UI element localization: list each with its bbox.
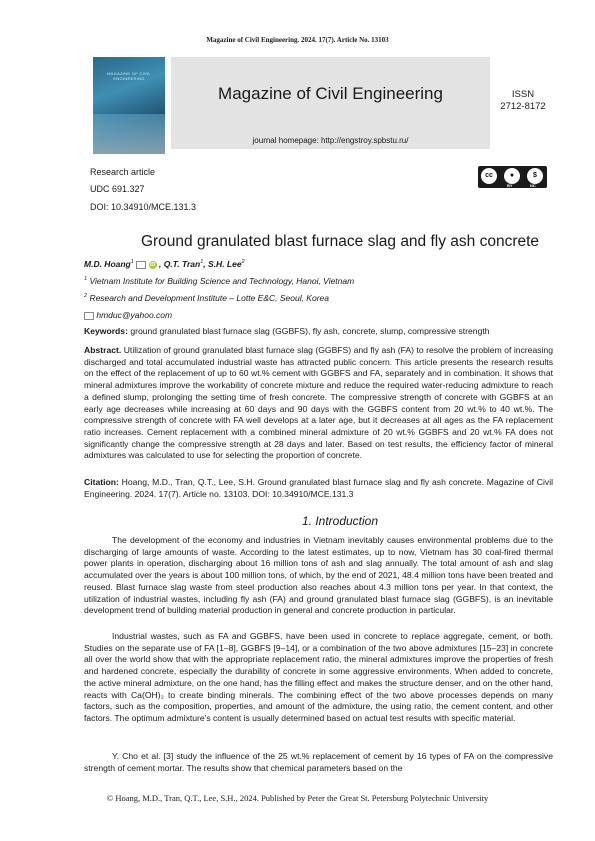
citation [84, 477, 553, 500]
doi[interactable]: DOI: 10.34910/MCE.131.3 [90, 202, 197, 212]
issn-block [493, 89, 553, 113]
author-3-affil: 2 [241, 259, 245, 266]
journal-homepage[interactable]: journal homepage: http://engstroy.spbstu.ru/ [252, 136, 409, 145]
author-separator: , [203, 259, 206, 269]
author-1-affil: 1 [130, 259, 134, 266]
keywords [84, 326, 553, 338]
affiliation-2-sup: 2 [84, 293, 88, 300]
by-person-icon: ● [504, 168, 520, 184]
author-1[interactable]: M.D. Hoang [84, 259, 131, 269]
corresponding-email[interactable]: hmduc@yahoo.com [96, 310, 173, 320]
article-type: Research article [90, 167, 156, 177]
authors-line [84, 259, 245, 269]
author-2-affil: 1 [200, 259, 204, 266]
journal-title: Magazine of Civil Engineering [218, 84, 443, 103]
section-number: 1. [301, 514, 312, 528]
author-2[interactable]: Q.T. Tran [163, 259, 201, 269]
keywords-label: Keywords: [84, 326, 128, 336]
affiliation-2 [84, 293, 329, 303]
citation-label: Citation: [84, 477, 119, 487]
paragraph-1: The development of the economy and industries in Vietnam inevitably causes environmental problems due to the discharging of large amounts of waste. According to the latest estimates, up to now, Vietnam has 30 coal-fired thermal power plants in operation, discharging about 16 million tons of ash and slag annually. The total amount of ash and slag accumulated over the years is about 100 million tons, of which, by the end of 2021, 48.4 million tons have been treated and reused. Blast furnace slag waste from steel production also reaches about 4.3 million tons per year. In that context, the utilization of industrial wastes, including fly ash (FA) and ground granulated blast furnace slag (GGBFS), is an inevitable development trend of building material production in general and concrete production in particular. [84, 535, 553, 616]
author-separator: , [158, 259, 162, 269]
running-header: Magazine of Civil Engineering. 2024. 17(7). Article No. 13103 [206, 36, 389, 44]
email-icon[interactable] [136, 261, 146, 269]
author-3[interactable]: S.H. Lee [208, 259, 242, 269]
nc-dollar-icon: $ [527, 168, 543, 184]
copyright-footer: © Hoang, M.D., Tran, Q.T., Lee, S.H., 2024. Published by Peter the Great St. Petersburg Polytechnic University [106, 793, 489, 803]
issn-label: ISSN [511, 89, 535, 100]
section-title: Introduction [315, 514, 379, 528]
orcid-icon[interactable]: iD [150, 261, 156, 268]
citation-text: Hoang, M.D., Tran, Q.T., Lee, S.H. Ground granulated blast furnace slag and fly ash concrete. Magazine of Civil Engineering. 2024. 17(7). Article no. 13103. DOI: 10.34910/MCE.131.3 [84, 477, 554, 499]
affiliation-1-text: Vietnam Institute for Building Science and Technology, Hanoi, Vietnam [89, 276, 355, 286]
cc-icon: cc [481, 168, 497, 184]
affiliation-2-text: Research and Development Institute – Lotte E&C, Seoul, Korea [89, 293, 329, 303]
by-label: BY [507, 183, 513, 188]
cover-building-graphic [93, 114, 165, 154]
affiliation-1-sup: 1 [84, 276, 88, 283]
article-title: Ground granulated blast furnace slag and fly ash concrete [140, 233, 540, 250]
paragraph-3: Y. Cho et al. [3] study the influence of the 25 wt.% replacement of cement by 16 types of FA on the compressive strength of cement mortar. The results show that chemical parameters based on the [84, 751, 553, 773]
section-heading [0, 514, 595, 528]
udc: UDC 691.327 [90, 184, 145, 194]
nc-label: NC [530, 183, 536, 188]
email-envelope-icon [84, 312, 94, 320]
email-line [84, 310, 172, 320]
abstract-text: Utilization of ground granulated blast furnace slag (GGBFS) and fly ash (FA) to resolve the problem of increasing discharged and total accumulated industrial waste has attracted public concern. This article presents the research results on the effect of the replacement of up to 60 wt.% cement with GGBFS and FA, separately and in combination. It shows that mineral admixtures improve the workability of concrete mixture and reduce the required water-reducing admixture to reach a defined slump, prolonging the setting time of fresh concrete. The compressive strength of concrete with GGBFS at an early age decreases while increasing at 60 days and 90 days with the GGBFS content from 20 wt.% to 40 wt.%. The compressive strength of concrete with FA well develops at a later age, but it decreases at all ages as the FA replacement ratio increases. Cement replacement with a combined mineral admixture of 20 wt.% GGBFS and 20 wt.% FA does not significantly change the compressive strength at 28 days and later. Based on test results, the efficiency factor of mineral admixtures was calculated to use for selecting the proportion of concrete. [84, 345, 553, 461]
journal-cover-image [93, 57, 165, 154]
issn-value: 2712-8172 [500, 101, 546, 112]
cover-title: MAGAZINE OF CIVIL ENGINEERING [107, 71, 151, 81]
affiliation-1 [84, 276, 354, 286]
abstract-label: Abstract. [84, 345, 122, 355]
keywords-text: ground granulated blast furnace slag (GGBFS), fly ash, concrete, slump, compressive strength [130, 326, 490, 336]
abstract [84, 345, 553, 462]
creative-commons-license-badge[interactable] [478, 166, 547, 188]
paragraph-2: Industrial wastes, such as FA and GGBFS, have been used in concrete to replace aggregate, cement, or both. Studies on the separate use of FA [1–8], GGBFS [9–14], or a combination of the two above admixtures [15–23] in concrete all over the world show that with the appropriate replacement ratio, the mineral admixtures improve the properties of fresh and hardened concrete, especially the durability of concrete in some aggressive environments. When added to concrete, the active mineral admixture, on the one hand, has the filling effect and makes the structure denser, and on the other hand, reacts with Ca(OH)₂ to create binding minerals. The combining effect of the two above processes depends on many factors, such as the composition, properties, and amount of the admixture, the using ratio, the cement content, and other factors. The optimum admixture's content is usually determined based on actual test results with specific material. [84, 631, 553, 723]
